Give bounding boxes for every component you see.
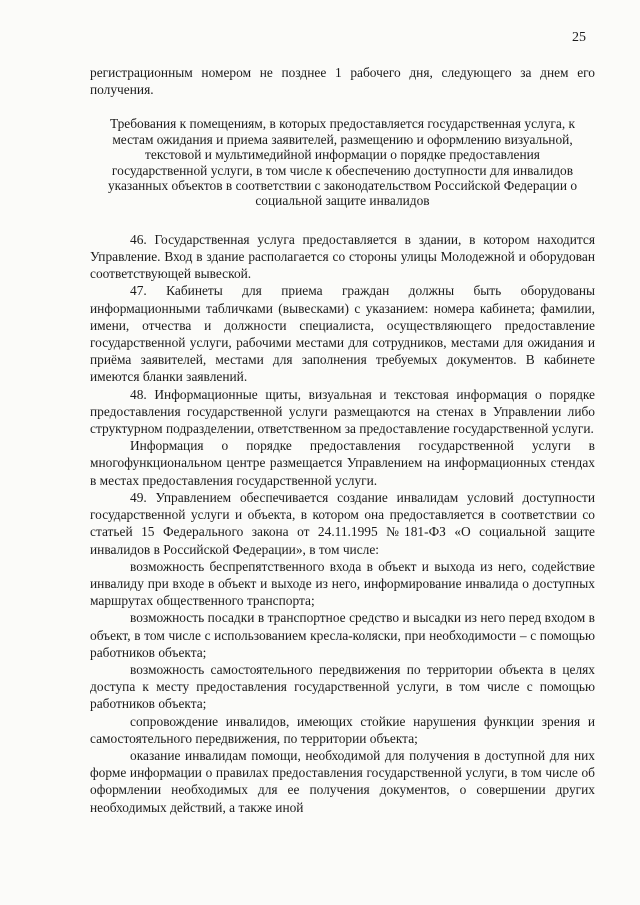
paragraph-48: 48. Информационные щиты, визуальная и текстовая информация о порядке предоставления государственной услуги размещаются на стенах в Управлении либо структурном подразделении, ответственном за предоставление государственной услуги. [90, 386, 595, 437]
list-item-escort: сопровождение инвалидов, имеющих стойкие нарушения функции зрения и самостоятельного передвижения, по территории объекта; [90, 713, 595, 746]
paragraph-49: 49. Управлением обеспечивается создание инвалидам условий доступности государственной услуги и объекта, в котором она предоставляется в соответствии со статьей 15 Федерального закона от 24.11.1995 №181-ФЗ «О социальной защите инвалидов в Российской Федерации», в том числе: [90, 489, 595, 557]
paragraph-mfc-info: Информация о порядке предоставления государственной услуги в многофункциональном центре размещается Управлением на информационных стендах в местах предоставления государственной услуги. [90, 438, 595, 488]
section-heading: Требования к помещениям, в которых предоставляется государственная услуга, к местам ожидания и приема заявителей, размещению и оформлению визуальной, текстовой и мультимедийной информации о порядке предоставления государственной услуги, в том числе к обеспечению доступности для инвалидов указанных объектов в соответствии с законодательством Российской Федерации о социальной защите инвалидов [107, 116, 578, 209]
page-number: 25 [572, 30, 586, 45]
list-item-entry-exit: возможность беспрепятственного входа в объект и выхода из него, содействие инвалиду при входе в объект и выходе из него, информирование инвалида о доступных маршрутах общественного транспорта; [90, 558, 595, 609]
document-body [90, 64, 595, 816]
list-item-movement: возможность самостоятельного передвижения по территории объекта в целях доступа к месту предоставления государственной услуги, в том числе с помощью работников объекта; [90, 661, 595, 712]
paragraph-47: 47. Кабинеты для приема граждан должны быть оборудованы информационными табличками (вывесками) с указанием: номера кабинета; фамилии, имени, отчества и должности специалиста, осуществляющего предоставление государственной услуги, рабочими местами для сотрудников, местами для ожидания и приёма заявителей, местами для заполнения требуемых документов. В кабинете имеются бланки заявлений. [90, 283, 595, 385]
list-item-transport: возможность посадки в транспортное средство и высадки из него перед входом в объект, в том числе с использованием кресла-коляски, при необходимости – с помощью работников объекта; [90, 610, 595, 660]
list-item-assistance: оказание инвалидам помощи, необходимой для получения в доступной для них форме информации о правилах предоставления государственной услуги, в том числе об оформлении необходимых для ее получения документов, о совершении других необходимых действий, а также иной [90, 747, 595, 815]
paragraph-46: 46. Государственная услуга предоставляется в здании, в котором находится Управление. Вход в здание располагается со стороны улицы Молодежной и оборудован соответствующей вывеской. [90, 231, 595, 282]
intro-paragraph: регистрационным номером не позднее 1 рабочего дня, следующего за днем его получения. [90, 65, 595, 98]
